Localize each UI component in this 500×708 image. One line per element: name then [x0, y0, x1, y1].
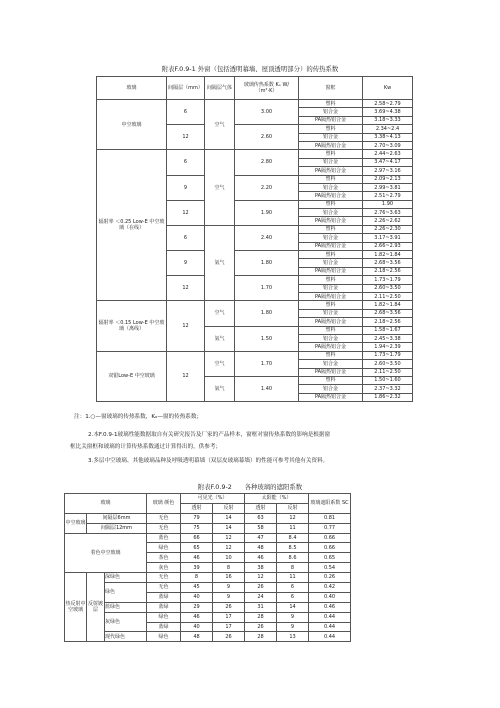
gap-cell: 6 [167, 150, 205, 175]
kw-cell: 2.26~2.30 [363, 225, 413, 233]
note-3: 3.多层中空玻璃、其他玻璃品种及呼吸透明幕墙（双层皮玻璃幕墙）的性能可参考其他有关资料。 [88, 458, 329, 464]
table-row [65, 523, 351, 533]
value-cell: 0.81 [309, 513, 351, 523]
value-cell: 0.44 [309, 612, 351, 622]
reflective-sub-label: 反射镀层 [87, 573, 105, 642]
kw-cell: 2.58~2.79 [363, 100, 413, 108]
value-cell: 0.46 [309, 602, 351, 612]
coating-cell: 蓝绿色 [105, 602, 147, 612]
kw-cell: 3.17~3.91 [363, 234, 413, 242]
value-cell: 12 [213, 543, 245, 553]
kw-cell: 2.97~3.16 [363, 167, 413, 175]
kw-cell: 2.09~2.13 [363, 175, 413, 183]
value-cell: 12 [213, 533, 245, 543]
header-gas: 间隔层气体 [205, 77, 235, 100]
gap-cell: 12 [167, 200, 205, 225]
value-cell: 8.4 [277, 533, 309, 543]
color-cell: 无色 [147, 583, 181, 593]
value-cell: 24 [245, 592, 277, 602]
value-cell: 8 [181, 573, 213, 583]
kw-cell: 2.76~3.63 [363, 209, 413, 217]
kw-cell: 1.50~1.60 [363, 376, 413, 384]
note-2b: 框比关窗框和玻璃的计算传热系数通过计算得出的，供参考； [70, 444, 222, 450]
color-cell: 茶色 [147, 553, 181, 563]
value-cell: 38 [245, 563, 277, 573]
value-cell: 45 [181, 583, 213, 593]
header-trans: 透射 [181, 503, 213, 513]
table-row [65, 612, 351, 622]
frame-cell: 铝合金 [299, 234, 363, 242]
table-row [65, 602, 351, 612]
value-cell: 48 [181, 632, 213, 642]
gas-cell: 空气 [205, 100, 235, 150]
table-row [65, 533, 351, 543]
value-cell: 0.40 [309, 592, 351, 602]
coating-cell: 深绿色 [105, 573, 147, 583]
value-cell: 63 [245, 513, 277, 523]
frame-cell: PA隔热铝合金 [299, 292, 363, 300]
gap-cell: 12 [167, 351, 205, 401]
frame-cell: 铝合金 [299, 209, 363, 217]
header-refl: 反射 [213, 503, 245, 513]
value-cell: 66 [181, 533, 213, 543]
kw-cell: 1.73~1.79 [363, 351, 413, 359]
value-cell: 0.77 [309, 523, 351, 533]
gap-cell: 12 [167, 125, 205, 150]
value-cell: 9 [213, 592, 245, 602]
frame-cell: 塑料 [299, 276, 363, 284]
value-cell: 6 [277, 583, 309, 593]
kw-cell: 3.18~3.33 [363, 116, 413, 124]
k-glass-cell: 2.40 [235, 225, 299, 250]
kw-cell: 2.11~2.50 [363, 368, 413, 376]
frame-cell: 铝合金 [299, 334, 363, 342]
gas-cell: 空气 [205, 351, 235, 376]
gas-cell: 氩气 [205, 376, 235, 401]
hollow-type: 间隔层6mm [87, 513, 147, 523]
header-glass: 玻璃 [97, 77, 167, 100]
kw-cell: 1.73~1.79 [363, 276, 413, 284]
kw-cell: 2.26~2.62 [363, 217, 413, 225]
kw-cell: 1.82~1.84 [363, 251, 413, 259]
value-cell: 17 [213, 622, 245, 632]
value-cell: 9 [213, 583, 245, 593]
value-cell: 6 [277, 592, 309, 602]
k-glass-cell: 1.50 [235, 326, 299, 351]
kw-cell: 1.86~2.32 [363, 393, 413, 401]
value-cell: 65 [181, 543, 213, 553]
table1-caption: 附表F.0.9-1 外窗（包括透明幕墙、屋顶透明部分）的传热系数 [161, 65, 339, 73]
kw-cell: 2.34~2.4 [363, 125, 413, 133]
kw-cell: 2.70~3.09 [363, 141, 413, 149]
gas-cell: 氩气 [205, 326, 235, 351]
value-cell: 0.66 [309, 533, 351, 543]
value-cell: 26 [245, 583, 277, 593]
value-cell: 40 [181, 592, 213, 602]
k-glass-cell: 1.70 [235, 276, 299, 301]
k-glass-cell: 1.70 [235, 351, 299, 376]
value-cell: 46 [245, 553, 277, 563]
frame-cell: PA隔热铝合金 [299, 141, 363, 149]
color-cell: 蓝绿 [147, 622, 181, 632]
value-cell: 29 [181, 602, 213, 612]
gap-cell: 9 [167, 175, 205, 200]
kw-cell: 2.51~2.79 [363, 192, 413, 200]
kw-cell: 2.99~3.81 [363, 183, 413, 191]
frame-cell: 铝合金 [299, 385, 363, 393]
frame-cell: 塑料 [299, 125, 363, 133]
coating-cell: 绿色 [105, 583, 147, 603]
table-row [65, 513, 351, 523]
kw-cell: 2.68~3.56 [363, 309, 413, 317]
header-color: 玻璃 颜色 [147, 494, 181, 514]
frame-cell: 塑料 [299, 100, 363, 108]
kw-cell: 3.38~4.13 [363, 133, 413, 141]
kw-cell: 2.44~2.63 [363, 150, 413, 158]
frame-cell: 塑料 [299, 251, 363, 259]
frame-cell: 塑料 [299, 175, 363, 183]
kw-cell: 2.45~3.38 [363, 334, 413, 342]
note-2a: 2.本F.0.9-1玻璃性能数据取自有关研究报告及厂家的产品样本，窗框对窗传热系数的影响是根据窗 [88, 432, 331, 438]
value-cell: 0.26 [309, 573, 351, 583]
color-cell: 蓝绿 [147, 592, 181, 602]
value-cell: 48 [245, 543, 277, 553]
value-cell: 10 [213, 553, 245, 563]
gas-cell: 氩气 [205, 225, 235, 301]
value-cell: 31 [245, 602, 277, 612]
header-glass: 玻璃 [65, 494, 147, 514]
value-cell: 75 [181, 523, 213, 533]
value-cell: 14 [277, 602, 309, 612]
frame-cell: 塑料 [299, 351, 363, 359]
value-cell: 79 [181, 513, 213, 523]
k-glass-cell: 2.80 [235, 150, 299, 175]
value-cell: 0.44 [309, 632, 351, 642]
reflective-label: 热反射中空玻璃 [65, 573, 87, 642]
frame-cell: PA隔热铝合金 [299, 318, 363, 326]
value-cell: 9 [277, 612, 309, 622]
note-1: 注：1.○—窗玻璃的传热系数，Kₒ—窗的传热系数； [74, 414, 203, 420]
table-row [65, 573, 351, 583]
frame-cell: PA隔热铝合金 [299, 343, 363, 351]
value-cell: 8 [213, 563, 245, 573]
value-cell: 14 [213, 513, 245, 523]
frame-cell: 铝合金 [299, 309, 363, 317]
gas-cell: 空气 [205, 301, 235, 326]
value-cell: 58 [245, 523, 277, 533]
header-solar: 太阳能（%） [245, 494, 309, 504]
k-glass-cell: 3.00 [235, 100, 299, 125]
header-frame: 窗框 [299, 77, 363, 100]
value-cell: 26 [245, 622, 277, 632]
gap-cell: 12 [167, 301, 205, 351]
frame-cell: PA隔热铝合金 [299, 267, 363, 275]
value-cell: 8.6 [277, 553, 309, 563]
header-trans: 透射 [245, 503, 277, 513]
gap-cell: 12 [167, 276, 205, 301]
frame-cell: 塑料 [299, 376, 363, 384]
frame-cell: PA隔热铝合金 [299, 393, 363, 401]
gap-cell: 6 [167, 100, 205, 125]
value-cell: 46 [181, 612, 213, 622]
frame-cell: PA隔热铝合金 [299, 368, 363, 376]
glass-type-cell: 辐射率 ＜0.25 Low-E 中空玻璃（在线） [97, 150, 167, 301]
shading-coefficient-table [64, 493, 351, 642]
value-cell: 11 [277, 523, 309, 533]
value-cell: 8 [277, 563, 309, 573]
color-cell: 绿色 [147, 543, 181, 553]
table-row [97, 100, 413, 108]
frame-cell: 铝合金 [299, 259, 363, 267]
frame-cell: 铝合金 [299, 158, 363, 166]
coating-cell: 灰绿色 [105, 612, 147, 632]
kw-cell: 1.90 [363, 200, 413, 208]
gap-cell: 9 [167, 251, 205, 276]
value-cell: 28 [245, 632, 277, 642]
heat-transfer-table [96, 76, 413, 402]
value-cell: 26 [213, 602, 245, 612]
color-cell: 绿色 [147, 612, 181, 622]
kw-cell: 2.18~2.56 [363, 318, 413, 326]
value-cell: 0.65 [309, 553, 351, 563]
glass-type-cell: 中空玻璃 [97, 100, 167, 150]
k-glass-cell: 1.40 [235, 376, 299, 401]
value-cell: 39 [181, 563, 213, 573]
table-row [97, 301, 413, 309]
value-cell: 9 [277, 622, 309, 632]
gas-cell: 空气 [205, 150, 235, 226]
kw-cell: 1.58~1.67 [363, 326, 413, 334]
kw-cell: 1.82~1.84 [363, 301, 413, 309]
kw-cell: 2.60~3.50 [363, 360, 413, 368]
value-cell: 0.42 [309, 583, 351, 593]
value-cell: 17 [213, 612, 245, 622]
color-cell: 绿色 [147, 632, 181, 642]
value-cell: 0.66 [309, 543, 351, 553]
frame-cell: 塑料 [299, 301, 363, 309]
header-kw: Kw [363, 77, 413, 100]
frame-cell: 铝合金 [299, 360, 363, 368]
frame-cell: 塑料 [299, 150, 363, 158]
header-gap: 间隔层（mm） [167, 77, 205, 100]
table2-caption: 附表F.0.9-2 各种玻璃的遮阳系数 [197, 483, 303, 491]
header-k-glass: 玻璃传热系数 Kₒ W/（m²·K） [235, 77, 299, 100]
tinted-label: 着色中空玻璃 [65, 533, 147, 573]
hollow-type: 间隔层12mm [87, 523, 147, 533]
header-visible: 可见光（%） [181, 494, 245, 504]
hollow-label: 中空玻璃 [65, 513, 87, 533]
value-cell: 8.5 [277, 543, 309, 553]
value-cell: 40 [181, 622, 213, 632]
value-cell: 26 [213, 632, 245, 642]
color-cell: 无色 [147, 573, 181, 583]
color-cell: 蓝绿 [147, 602, 181, 612]
k-glass-cell: 1.80 [235, 301, 299, 326]
value-cell: 13 [277, 632, 309, 642]
coating-cell: 现代绿色 [105, 632, 147, 642]
value-cell: 47 [245, 533, 277, 543]
table-row [97, 150, 413, 158]
kw-cell: 2.37~3.32 [363, 385, 413, 393]
kw-cell: 2.68~3.56 [363, 259, 413, 267]
kw-cell: 3.69~4.38 [363, 108, 413, 116]
value-cell: 0.44 [309, 622, 351, 632]
kw-cell: 2.18~2.56 [363, 267, 413, 275]
frame-cell: 塑料 [299, 225, 363, 233]
frame-cell: 铝合金 [299, 133, 363, 141]
kw-cell: 2.60~3.50 [363, 284, 413, 292]
value-cell: 14 [213, 523, 245, 533]
frame-cell: PA隔热铝合金 [299, 217, 363, 225]
value-cell: 0.54 [309, 563, 351, 573]
value-cell: 12 [245, 573, 277, 583]
glass-type-cell: 双银Low-E 中空玻璃 [97, 351, 167, 401]
color-cell: 灰色 [147, 563, 181, 573]
kw-cell: 2.11~2.50 [363, 292, 413, 300]
k-glass-cell: 2.20 [235, 175, 299, 200]
header-sc: 玻璃遮阳系数 SC [309, 494, 351, 514]
frame-cell: PA隔热铝合金 [299, 167, 363, 175]
frame-cell: PA隔热铝合金 [299, 242, 363, 250]
value-cell: 46 [181, 553, 213, 563]
color-cell: 蓝色 [147, 533, 181, 543]
kw-cell: 3.47~4.17 [363, 158, 413, 166]
color-cell: 无色 [147, 523, 181, 533]
frame-cell: 塑料 [299, 326, 363, 334]
table-row [65, 632, 351, 642]
table-row [97, 351, 413, 359]
glass-type-cell: 辐射率 ＜0.15 Low-E 中空玻璃（离线） [97, 301, 167, 351]
frame-cell: 铝合金 [299, 284, 363, 292]
value-cell: 16 [213, 573, 245, 583]
value-cell: 12 [277, 513, 309, 523]
value-cell: 11 [277, 573, 309, 583]
frame-cell: 塑料 [299, 200, 363, 208]
color-cell: 无色 [147, 513, 181, 523]
k-glass-cell: 1.80 [235, 251, 299, 276]
kw-cell: 2.66~2.93 [363, 242, 413, 250]
gap-cell: 6 [167, 225, 205, 250]
frame-cell: PA隔热铝合金 [299, 192, 363, 200]
frame-cell: 铝合金 [299, 108, 363, 116]
kw-cell: 1.94~2.39 [363, 343, 413, 351]
table-row [65, 583, 351, 593]
k-glass-cell: 1.90 [235, 200, 299, 225]
k-glass-cell: 2.60 [235, 125, 299, 150]
header-refl: 反射 [277, 503, 309, 513]
frame-cell: PA隔热铝合金 [299, 116, 363, 124]
frame-cell: 铝合金 [299, 183, 363, 191]
value-cell: 28 [245, 612, 277, 622]
